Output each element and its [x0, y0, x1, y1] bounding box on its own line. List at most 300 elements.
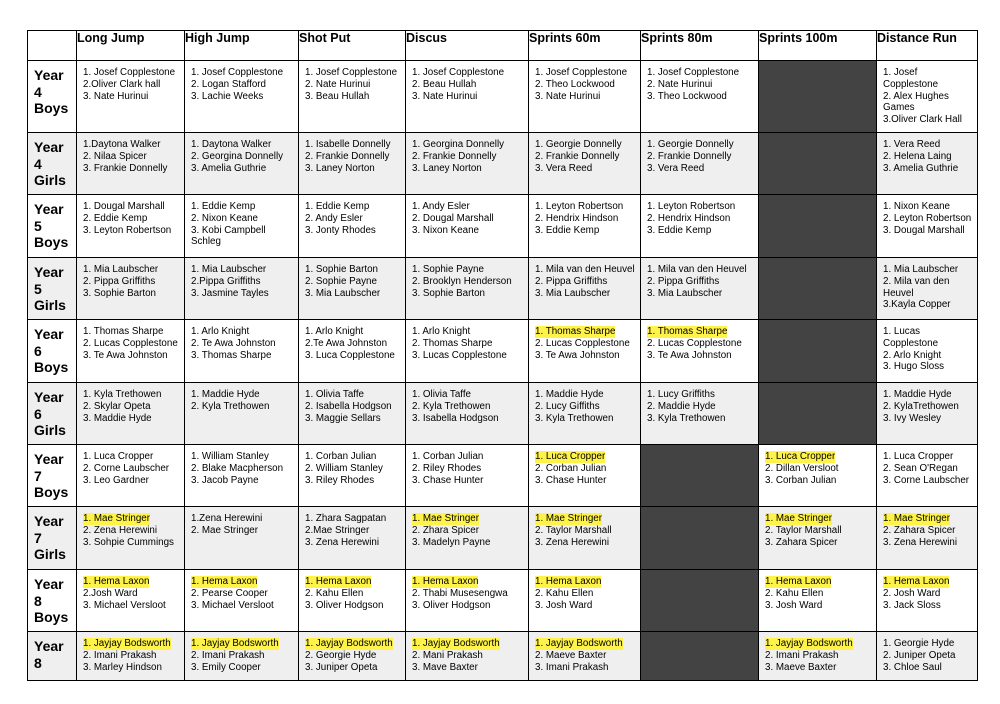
table-row — [28, 133, 978, 195]
result-entry: 1. Maddie Hyde — [191, 389, 260, 400]
result-entry: 1. Olivia Taffe — [412, 389, 471, 400]
result-entry: 2. Kahu Ellen — [535, 587, 594, 599]
row-label-line: 5 — [34, 217, 42, 234]
row-label-line: 4 — [34, 155, 42, 172]
result-entry: 3. Jack Sloss — [883, 599, 941, 611]
result-entry: 3. Te Awa Johnston — [83, 349, 168, 361]
results-cell — [185, 507, 299, 570]
results-cell — [77, 320, 185, 383]
result-entry: 2. Frankie Donnelly — [535, 150, 620, 162]
result-entry: 2. Beau Hullah — [412, 78, 477, 90]
result-entry: 2. Thabi Musesengwa — [412, 587, 508, 599]
table-row — [28, 195, 978, 258]
results-cell — [77, 258, 185, 320]
row-label-line: Girls — [34, 422, 66, 438]
row-label-line: 8 — [34, 654, 42, 671]
result-entry: 1. Arlo Knight — [191, 326, 250, 337]
result-entry: 1. Isabelle Donnelly — [305, 139, 391, 150]
results-cell — [77, 570, 185, 632]
result-entry: 2. Arlo Knight — [883, 349, 942, 361]
result-entry: 1. Georgie Donnelly — [647, 139, 734, 150]
result-entry: 3. Eddie Kemp — [535, 224, 600, 236]
result-entry: 2. Georgina Donnelly — [191, 150, 284, 162]
highlighted-entry: 1. Mae Stringer — [535, 513, 602, 524]
result-entry: Copplestone — [883, 78, 939, 90]
results-cell — [299, 445, 406, 507]
result-entry: 3. Ivy Wesley — [883, 412, 942, 424]
result-entry: 1. Eddie Kemp — [191, 201, 256, 212]
result-entry: 3. Chase Hunter — [535, 474, 607, 486]
results-cell — [185, 320, 299, 383]
column-header: Sprints 100m — [759, 31, 877, 61]
result-entry: 2. Kyla Trethowen — [191, 400, 270, 412]
result-entry: 3. Maddie Hyde — [83, 412, 152, 424]
result-entry: 2. Leyton Robertson — [883, 212, 972, 224]
row-label-line: Year — [34, 389, 64, 405]
row-label-line: Boys — [34, 234, 69, 250]
result-entry: 2. Skylar Opeta — [83, 400, 151, 412]
result-entry: 1. Georgina Donnelly — [412, 139, 505, 150]
result-entry: 3. Beau Hullah — [305, 90, 370, 102]
result-entry: 3. Zena Herewini — [305, 536, 380, 548]
result-entry: 2. Corne Laubscher — [83, 462, 170, 474]
result-entry: 2. Lucas Copplestone — [647, 337, 742, 349]
results-cell — [299, 632, 406, 681]
result-entry: 3. Imani Prakash — [535, 661, 609, 673]
result-entry: Copplestone — [883, 337, 939, 349]
row-label-line: Year — [34, 201, 64, 217]
result-entry: 3. Jasmine Tayles — [191, 287, 269, 299]
result-entry: 2. Mila van den — [883, 275, 950, 287]
results-cell — [406, 445, 529, 507]
result-entry: 1. Vera Reed — [883, 139, 941, 150]
results-cell — [877, 320, 978, 383]
row-label — [28, 570, 77, 632]
highlighted-entry: 1. Thomas Sharpe — [647, 326, 728, 337]
result-entry: 3. Chase Hunter — [412, 474, 484, 486]
blocked-cell — [759, 195, 877, 258]
result-entry: 2. Josh Ward — [883, 587, 941, 599]
table-row — [28, 320, 978, 383]
results-cell — [185, 632, 299, 681]
results-cell — [406, 507, 529, 570]
result-entry: 3. Zahara Spicer — [765, 536, 838, 548]
result-entry: 3. Sophie Barton — [83, 287, 156, 299]
result-entry: 3. Frankie Donnelly — [83, 162, 168, 174]
row-label-line: Year — [34, 139, 64, 155]
results-cell — [299, 133, 406, 195]
result-entry: 3. Mia Laubscher — [305, 287, 381, 299]
result-entry: 3. Leo Gardner — [83, 474, 149, 486]
row-label-line: Year — [34, 638, 64, 654]
results-cell — [406, 195, 529, 258]
table-row — [28, 632, 978, 681]
result-entry: 3. Kobi Campbell — [191, 224, 266, 236]
result-entry: 2. Lucy Giffiths — [535, 400, 600, 412]
results-cell — [406, 383, 529, 445]
results-cell — [877, 632, 978, 681]
results-cell — [641, 258, 759, 320]
result-entry: 3. Amelia Guthrie — [191, 162, 267, 174]
result-entry: 1. Josef — [883, 67, 918, 78]
row-label-line: Year — [34, 67, 64, 83]
result-entry: 1. Kyla Trethowen — [83, 389, 162, 400]
result-entry: 1. Luca Cropper — [83, 451, 154, 462]
result-entry: 1. Daytona Walker — [191, 139, 272, 150]
result-entry: 3. Nate Hurinui — [412, 90, 478, 102]
row-label — [28, 258, 77, 320]
results-cell — [529, 507, 641, 570]
result-entry: 1. Leyton Robertson — [647, 201, 736, 212]
table-row — [28, 61, 978, 133]
results-cell — [641, 320, 759, 383]
result-entry: 2. Maddie Hyde — [647, 400, 716, 412]
result-entry: 2. Nilaa Spicer — [83, 150, 147, 162]
result-entry: 3. Kyla Trethowen — [647, 412, 726, 424]
table-row — [28, 507, 978, 570]
result-entry: 2. Imani Prakash — [191, 649, 265, 661]
row-label — [28, 133, 77, 195]
row-label-line: 6 — [34, 405, 42, 422]
result-entry: 1. Josef Copplestone — [83, 67, 176, 78]
result-entry: 3. Laney Norton — [305, 162, 375, 174]
blocked-cell — [759, 383, 877, 445]
result-entry: 2. Sean O'Regan — [883, 462, 958, 474]
result-entry: 3. Corban Julian — [765, 474, 837, 486]
result-entry: 3. Vera Reed — [535, 162, 593, 174]
result-entry: 3. Oliver Hodgson — [305, 599, 384, 611]
result-entry: 3. Chloe Saul — [883, 661, 942, 673]
row-label-line: Year — [34, 264, 64, 280]
row-label-line: 5 — [34, 280, 42, 297]
row-label-line: Boys — [34, 100, 69, 116]
results-cell — [529, 445, 641, 507]
result-entry: Schleg — [191, 236, 221, 248]
result-entry: 3. Zena Herewini — [535, 536, 610, 548]
result-entry: 2. Zahara Spicer — [883, 524, 956, 536]
row-label-line: Year — [34, 451, 64, 467]
results-cell — [299, 195, 406, 258]
row-label-line: Year — [34, 576, 64, 592]
row-label-line: Boys — [34, 609, 69, 625]
blocked-cell — [641, 445, 759, 507]
result-entry: 1. Lucas — [883, 326, 921, 337]
result-entry: 2. Corban Julian — [535, 462, 607, 474]
results-cell — [299, 383, 406, 445]
highlighted-entry: 1. Hema Laxon — [191, 576, 258, 587]
blocked-cell — [759, 258, 877, 320]
results-cell — [299, 258, 406, 320]
column-header: Distance Run — [877, 31, 978, 61]
result-entry: 3. Thomas Sharpe — [191, 349, 272, 361]
results-cell — [529, 570, 641, 632]
result-entry: 1. Georgie Donnelly — [535, 139, 622, 150]
results-cell — [406, 258, 529, 320]
result-entry: 3. Zena Herewini — [883, 536, 958, 548]
results-cell — [185, 195, 299, 258]
blocked-cell — [759, 61, 877, 133]
result-entry: 3. Jacob Payne — [191, 474, 259, 486]
results-cell — [759, 445, 877, 507]
results-cell — [877, 383, 978, 445]
blocked-cell — [641, 570, 759, 632]
result-entry: 2. Kyla Trethowen — [412, 400, 491, 412]
result-entry: 3. Hugo Sloss — [883, 361, 944, 373]
highlighted-entry: 1. Jayjay Bodsworth — [191, 638, 279, 649]
row-label-line: 7 — [34, 467, 42, 484]
result-entry: 3. Michael Versloot — [83, 599, 166, 611]
result-entry: 1. Thomas Sharpe — [83, 326, 164, 337]
result-entry: 2. Riley Rhodes — [412, 462, 482, 474]
results-cell — [406, 570, 529, 632]
result-entry: 2. Zena Herewini — [83, 524, 158, 536]
result-entry: 2. Mae Stringer — [191, 524, 258, 536]
result-entry: 3. Sohpie Cummings — [83, 536, 174, 548]
blocked-cell — [759, 133, 877, 195]
results-cell — [77, 195, 185, 258]
result-entry: 1. Nixon Keane — [883, 201, 950, 212]
result-entry: 3. Madelyn Payne — [412, 536, 491, 548]
column-header: Long Jump — [77, 31, 185, 61]
highlighted-entry: 1. Thomas Sharpe — [535, 326, 616, 337]
result-entry: 1. Sophie Payne — [412, 264, 484, 275]
result-entry: 3. Oliver Hodgson — [412, 599, 491, 611]
results-cell — [641, 383, 759, 445]
result-entry: 3. Mia Laubscher — [535, 287, 611, 299]
result-entry: 1. Mila van den Heuvel — [535, 264, 635, 275]
result-entry: 1.Zena Herewini — [191, 513, 263, 524]
result-entry: 2. Imani Prakash — [83, 649, 157, 661]
results-cell — [877, 195, 978, 258]
result-entry: 2. Eddie Kemp — [83, 212, 148, 224]
result-entry: 2. KylaTrethowen — [883, 400, 959, 412]
result-entry: 1. Maddie Hyde — [883, 389, 952, 400]
result-entry: 3. Lucas Copplestone — [412, 349, 507, 361]
result-entry: 1. Sophie Barton — [305, 264, 378, 275]
result-entry: 1. Mila van den Heuvel — [647, 264, 747, 275]
row-label-line: Girls — [34, 297, 66, 313]
results-cell — [877, 258, 978, 320]
result-entry: 2. Dillan Versloot — [765, 462, 839, 474]
result-entry: 2. Andy Esler — [305, 212, 363, 224]
row-label-line: Boys — [34, 359, 69, 375]
row-label — [28, 445, 77, 507]
row-label-line: Boys — [34, 484, 69, 500]
result-entry: 3. Josh Ward — [765, 599, 823, 611]
result-entry: 2. Frankie Donnelly — [647, 150, 732, 162]
result-entry: 2. Sophie Payne — [305, 275, 377, 287]
result-entry: 1. Maddie Hyde — [535, 389, 604, 400]
results-cell — [299, 61, 406, 133]
results-cell — [406, 632, 529, 681]
table-body — [28, 61, 978, 681]
table-row — [28, 445, 978, 507]
results-cell — [529, 632, 641, 681]
result-entry: 2. Alex Hughes — [883, 90, 949, 102]
result-entry: 3. Sophie Barton — [412, 287, 485, 299]
result-entry: 3.Kayla Copper — [883, 299, 951, 311]
result-entry: 1. Mia Laubscher — [883, 264, 959, 275]
results-cell — [877, 445, 978, 507]
result-entry: 1.Daytona Walker — [83, 139, 161, 150]
highlighted-entry: 1. Hema Laxon — [83, 576, 150, 587]
results-cell — [185, 258, 299, 320]
result-entry: 1. Arlo Knight — [412, 326, 471, 337]
result-entry: 2. Te Awa Johnston — [191, 337, 276, 349]
result-entry: 2. Theo Lockwood — [535, 78, 615, 90]
result-entry: 2. Kahu Ellen — [765, 587, 824, 599]
highlighted-entry: 1. Mae Stringer — [412, 513, 479, 524]
result-entry: 2. Lucas Copplestone — [535, 337, 630, 349]
column-header: High Jump — [185, 31, 299, 61]
result-entry: 1. Luca Cropper — [883, 451, 954, 462]
blocked-cell — [641, 632, 759, 681]
result-entry: 1. Andy Esler — [412, 201, 470, 212]
result-entry: 3. Maeve Baxter — [765, 661, 837, 673]
result-entry: 3. Kyla Trethowen — [535, 412, 614, 424]
results-cell — [759, 632, 877, 681]
result-entry: 3. Luca Copplestone — [305, 349, 395, 361]
highlighted-entry: 1. Jayjay Bodsworth — [305, 638, 393, 649]
result-entry: 1. Leyton Robertson — [535, 201, 624, 212]
result-entry: Heuvel — [883, 287, 914, 299]
row-label — [28, 383, 77, 445]
highlighted-entry: 1. Mae Stringer — [83, 513, 150, 524]
row-label — [28, 320, 77, 383]
result-entry: 2. Isabella Hodgson — [305, 400, 392, 412]
results-cell — [185, 570, 299, 632]
result-entry: 2. Logan Stafford — [191, 78, 266, 90]
row-label-line: Girls — [34, 546, 66, 562]
result-entry: 1. Josef Copplestone — [412, 67, 505, 78]
result-entry: 2. Brooklyn Henderson — [412, 275, 512, 287]
result-entry: 3. Corne Laubscher — [883, 474, 970, 486]
row-label-line: Year — [34, 513, 64, 529]
row-label-line: 6 — [34, 342, 42, 359]
result-entry: 3.Oliver Clark Hall — [883, 114, 962, 126]
result-entry: 3. Dougal Marshall — [883, 224, 965, 236]
highlighted-entry: 1. Hema Laxon — [535, 576, 602, 587]
result-entry: 2. Nate Hurinui — [305, 78, 371, 90]
highlighted-entry: 1. Hema Laxon — [412, 576, 479, 587]
result-entry: 1. Mia Laubscher — [83, 264, 159, 275]
result-entry: 2. Taylor Marshall — [765, 524, 842, 536]
results-table — [27, 30, 978, 681]
result-entry: 1. Georgie Hyde — [883, 638, 955, 649]
result-entry: 1. Olivia Taffe — [305, 389, 364, 400]
row-label-line: Year — [34, 326, 64, 342]
result-entry: 2. Blake Macpherson — [191, 462, 284, 474]
highlighted-entry: 1. Hema Laxon — [305, 576, 372, 587]
row-label — [28, 507, 77, 570]
result-entry: 2. Pippa Griffiths — [535, 275, 608, 287]
result-entry: 3. Te Awa Johnston — [647, 349, 732, 361]
results-cell — [299, 320, 406, 383]
result-entry: 1. Josef Copplestone — [647, 67, 740, 78]
row-label — [28, 632, 77, 681]
result-entry: 2. Maeve Baxter — [535, 649, 607, 661]
result-entry: 2. Mani Prakash — [412, 649, 483, 661]
results-cell — [641, 133, 759, 195]
header-corner — [28, 31, 77, 61]
results-cell — [299, 570, 406, 632]
results-cell — [77, 133, 185, 195]
highlighted-entry: 1. Luca Cropper — [765, 451, 836, 462]
results-cell — [77, 507, 185, 570]
results-cell — [529, 133, 641, 195]
result-entry: 2. Dougal Marshall — [412, 212, 494, 224]
blocked-cell — [641, 507, 759, 570]
row-label-line: 7 — [34, 529, 42, 546]
result-entry: 2. Kahu Ellen — [305, 587, 364, 599]
header-row — [28, 31, 978, 61]
result-entry: 2. Georgie Hyde — [305, 649, 377, 661]
result-entry: 2. Hendrix Hindson — [535, 212, 619, 224]
result-entry: 2.Pippa Griffiths — [191, 275, 261, 287]
result-entry: 3. Vera Reed — [647, 162, 705, 174]
result-entry: 1. Zhara Sagpatan — [305, 513, 387, 524]
result-entry: 3. Jonty Rhodes — [305, 224, 376, 236]
results-cell — [185, 61, 299, 133]
result-entry: 2. Hendrix Hindson — [647, 212, 731, 224]
table-row — [28, 258, 978, 320]
highlighted-entry: 1. Mae Stringer — [883, 513, 950, 524]
row-label-line: 8 — [34, 592, 42, 609]
results-cell — [406, 320, 529, 383]
results-cell — [185, 383, 299, 445]
result-entry: 3. Juniper Opeta — [305, 661, 378, 673]
result-entry: 3. Riley Rhodes — [305, 474, 375, 486]
result-entry: 2. Frankie Donnelly — [305, 150, 390, 162]
result-entry: 3. Maggie Sellars — [305, 412, 381, 424]
result-entry: 3. Eddie Kemp — [647, 224, 712, 236]
result-entry: 1. Corban Julian — [412, 451, 484, 462]
table-row — [28, 383, 978, 445]
result-entry: 1. Josef Copplestone — [305, 67, 398, 78]
results-cell — [529, 320, 641, 383]
result-entry: 3. Theo Lockwood — [647, 90, 727, 102]
column-header: Sprints 60m — [529, 31, 641, 61]
result-entry: 1. Dougal Marshall — [83, 201, 165, 212]
result-entry: 1. Lucy Griffiths — [647, 389, 715, 400]
row-label — [28, 195, 77, 258]
result-entry: 1. Mia Laubscher — [191, 264, 267, 275]
results-cell — [406, 61, 529, 133]
result-entry: 2.Josh Ward — [83, 587, 138, 599]
results-cell — [299, 507, 406, 570]
highlighted-entry: 1. Jayjay Bodsworth — [765, 638, 853, 649]
results-cell — [77, 632, 185, 681]
result-entry: 2. Lucas Copplestone — [83, 337, 178, 349]
result-entry: 2. Imani Prakash — [765, 649, 839, 661]
table-row — [28, 570, 978, 632]
results-cell — [877, 61, 978, 133]
result-entry: 3. Michael Versloot — [191, 599, 274, 611]
results-cell — [529, 258, 641, 320]
result-entry: 1. Eddie Kemp — [305, 201, 370, 212]
result-entry: 3. Isabella Hodgson — [412, 412, 499, 424]
column-header: Shot Put — [299, 31, 406, 61]
result-entry: 3. Amelia Guthrie — [883, 162, 959, 174]
results-cell — [759, 507, 877, 570]
results-cell — [77, 383, 185, 445]
result-entry: 2. Nate Hurinui — [647, 78, 713, 90]
results-cell — [406, 133, 529, 195]
result-entry: 2.Te Awa Johnston — [305, 337, 388, 349]
result-entry: 2. Thomas Sharpe — [412, 337, 493, 349]
result-entry: 3. Nixon Keane — [412, 224, 479, 236]
result-entry: 2. Pearse Cooper — [191, 587, 268, 599]
